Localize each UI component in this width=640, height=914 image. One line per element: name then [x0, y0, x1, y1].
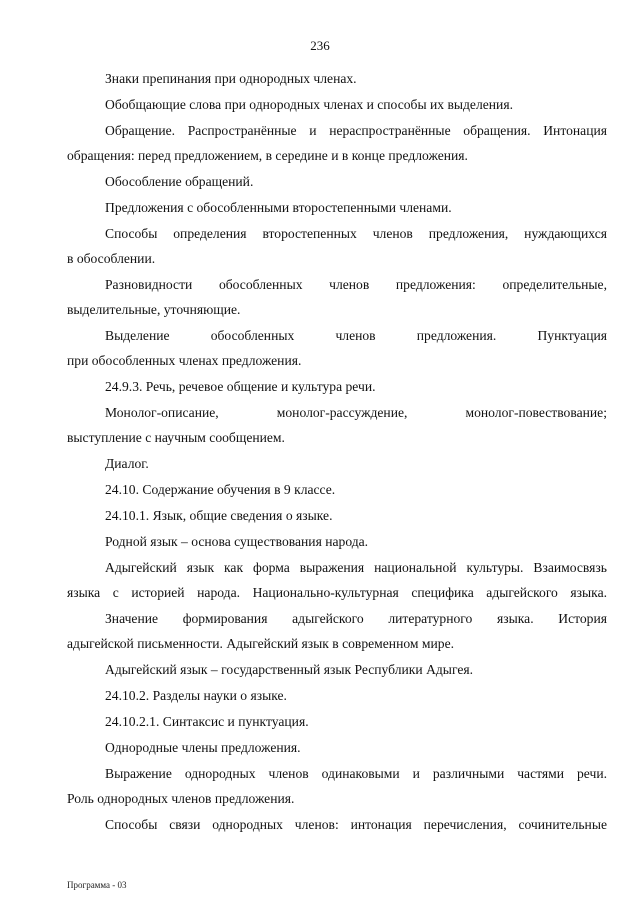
paragraph	[67, 477, 607, 502]
text-line: при обособленных членах предложения.	[67, 353, 302, 368]
paragraph	[67, 323, 607, 373]
text-line: Адыгейский язык – государственный язык Республики Адыгея.	[105, 662, 474, 677]
text-line: Обособление обращений.	[105, 174, 254, 189]
text-line: Способы определения второстепенных членов предложения, нуждающихся	[105, 226, 607, 241]
paragraph	[67, 169, 607, 194]
paragraph	[67, 66, 607, 91]
text-line: выступление с научным сообщением.	[67, 430, 285, 445]
text-line: Способы связи однородных членов: интонация перечисления, сочинительные	[105, 817, 607, 832]
text-line: Предложения с обособленными второстепенными членами.	[105, 200, 452, 215]
text-line: 24.10.1. Язык, общие сведения о языке.	[105, 508, 333, 523]
body-text	[67, 66, 607, 838]
text-line: выделительные, уточняющие.	[67, 302, 241, 317]
paragraph	[67, 451, 607, 476]
paragraph	[67, 272, 607, 322]
paragraph	[67, 606, 607, 656]
paragraph	[67, 503, 607, 528]
text-line: Выделение обособленных членов предложения. Пунктуация	[105, 328, 607, 343]
text-line: Адыгейский язык как форма выражения национальной культуры. Взаимосвязь	[105, 560, 607, 575]
paragraph	[67, 812, 607, 837]
text-line: Родной язык – основа существования народа.	[105, 534, 369, 549]
paragraph	[67, 118, 607, 168]
text-line: Разновидности обособленных членов предложения: определительные,	[105, 277, 607, 292]
text-line: Монолог-описание, монолог-рассуждение, монолог-повествование;	[105, 405, 607, 420]
paragraph	[67, 221, 607, 271]
paragraph	[67, 735, 607, 760]
text-line: Значение формирования адыгейского литературного языка. История	[105, 611, 607, 626]
paragraph	[67, 657, 607, 682]
text-line: адыгейской письменности. Адыгейский язык в современном мире.	[67, 636, 454, 651]
page-number: 236	[310, 38, 330, 53]
paragraph	[67, 683, 607, 708]
text-line: 24.10.2. Разделы науки о языке.	[105, 688, 287, 703]
text-line: Выражение однородных членов одинаковыми и различными частями речи.	[105, 766, 607, 781]
paragraph	[67, 709, 607, 734]
text-line: Однородные члены предложения.	[105, 740, 301, 755]
text-line: 24.10.2.1. Синтаксис и пунктуация.	[105, 714, 309, 729]
paragraph	[67, 761, 607, 811]
text-line: обращения: перед предложением, в середине и в конце предложения.	[67, 148, 468, 163]
text-line: Обобщающие слова при однородных членах и способы их выделения.	[105, 97, 513, 112]
text-line: в обособлении.	[67, 251, 156, 266]
text-line: 24.10. Содержание обучения в 9 классе.	[105, 482, 336, 497]
paragraph	[67, 555, 607, 605]
paragraph	[67, 374, 607, 399]
footer-note: Программа - 03	[67, 880, 127, 890]
text-line: 24.9.3. Речь, речевое общение и культура речи.	[105, 379, 376, 394]
text-line: Обращение. Распространённые и нераспространённые обращения. Интонация	[105, 123, 607, 138]
paragraph	[67, 195, 607, 220]
text-line: Знаки препинания при однородных членах.	[105, 71, 357, 86]
text-line: языка с историей народа. Национально-культурная специфика адыгейского языка.	[67, 585, 607, 600]
paragraph	[67, 92, 607, 117]
paragraph	[67, 400, 607, 450]
text-line: Роль однородных членов предложения.	[67, 791, 295, 806]
text-line: Диалог.	[105, 456, 149, 471]
paragraph	[67, 529, 607, 554]
